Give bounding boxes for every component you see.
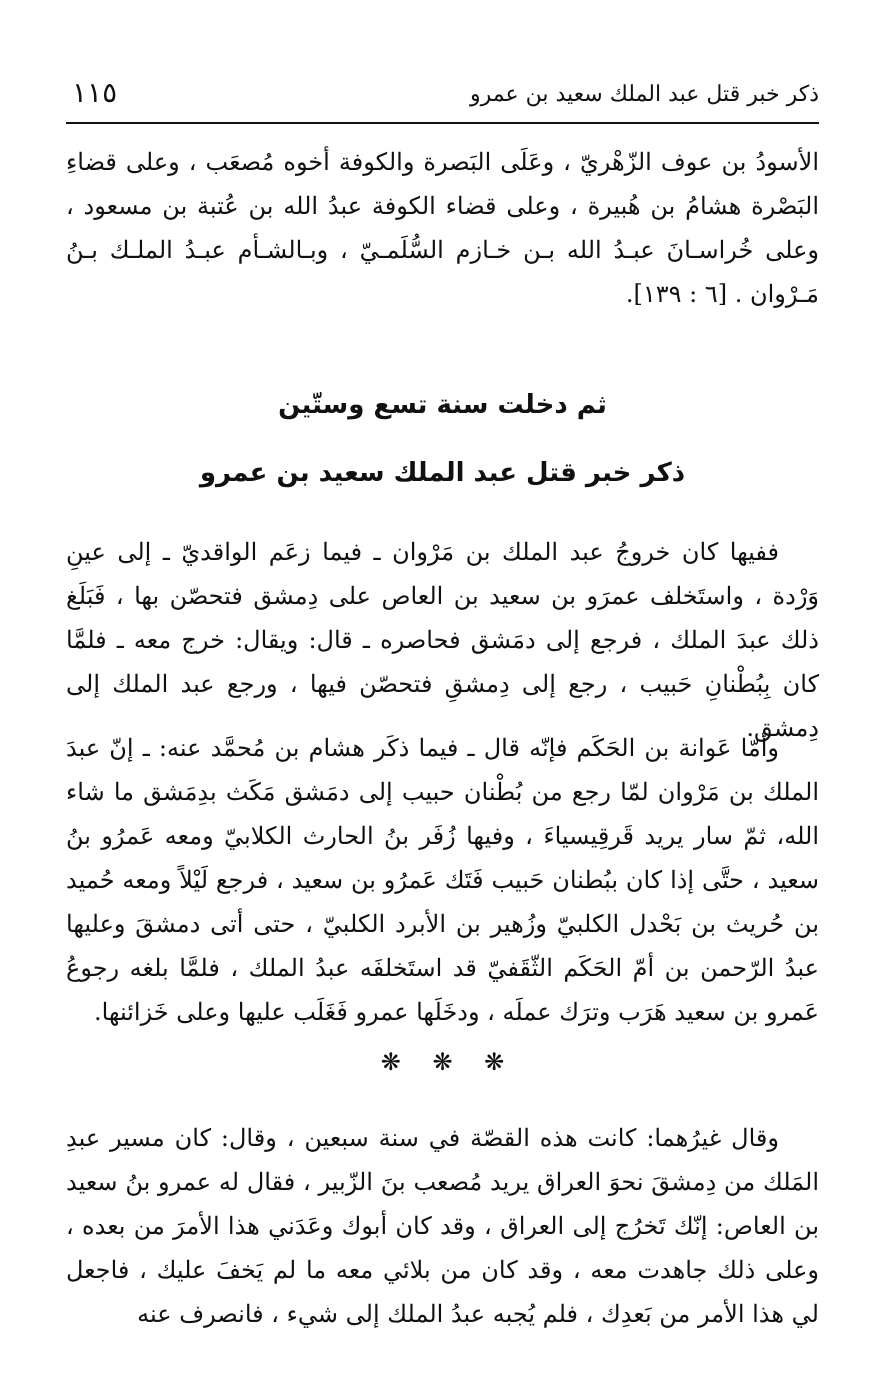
year-heading: ثم دخلت سنة تسع وستّين [278, 390, 607, 420]
paragraph-3-block [66, 1116, 819, 1336]
paragraph-2-block [66, 726, 819, 1034]
section-separator: ❋ ❋ ❋ [380, 1048, 505, 1076]
top-paragraph-block [66, 140, 819, 316]
paragraph-3: وقال غيرُهما: كانت هذه القصّة في سنة سبعين ، وقال: كان مسير عبدِ المَلك من دِمشقَ نحوَ العراق يريد مُصعب بنَ الزّبير ، فقال له عمرو بنُ سعيد بن العاص: إنّك تَخرُج إلى العراق ، وقد كان أبوك وعَدَني هذا الأمرَ من بعده ، وعلى ذلك جاهدت معه ، وقد كان من بلائي معه ما لم يَخفَ عليك ، فاجعل لي هذا الأمر من بَعدِك ، فلم يُجبه عبدُ الملك إلى شيء ، فانصرف عنه [66, 1124, 819, 1328]
page-header [66, 76, 819, 116]
paragraph-1: ففيها كان خروجُ عبد الملك بن مَرْوان ـ فيما زعَم الواقديّ ـ إلى عينِ وَرْدة ، واستَخلف عمرَو بن سعيد بن العاص على دِمشق فتحصّن بها ، فَبَلَغ ذلك عبدَ الملك ، فرجع إلى دمَشق فحاصره ـ قال: ويقال: خرج معه ـ فلمَّا كان بِبُطْنانِ حَبيب ، رجع إلى دِمشقِ فتحصّن فيها ، ورجع عبد الملك إلى دِمشق. [66, 538, 819, 742]
header-rule [66, 122, 819, 124]
running-title: ذكر خبر قتل عبد الملك سعيد بن عمرو [470, 82, 819, 107]
paragraph-1-block [66, 530, 819, 750]
paragraph-2: وأمّا عَوانة بن الحَكَم فإنّه قال ـ فيما ذكَر هشام بن مُحمَّد عنه: ـ إنّ عبدَ الملك بن مَرْوان لمّا رجع من بُطْنان حبيب إلى دمَشق مَكَث بدِمَشق ما شاء الله، ثمّ سار يريد قَرقِيسياءَ ، وفيها زُفَر بنُ الحارث الكلابيّ ومعه عَمرُو بنُ سعيد ، حتَّى إذا كان ببُطنان حَبيب فَتَك عَمرُو بن سعيد ، فرجع لَيْلاً ومعه حُميد بن حُريث بن بَحْدل الكلبيّ وزُهير بن الأبرد الكلبيّ ، حتى أتى دمشقَ وعليها عبدُ الرّحمن بن أمّ الحَكَم الثّقَفيّ قد استَخلفَه عبدُ الملك ، فلمَّا بلغه رجوعُ عَمرو بن سعيد هَرَب وترَك عملَه ، ودخَلَها عمرو فَغَلَب عليها وعلى خَزائنها. [66, 734, 819, 1026]
page-number: ١١٥ [72, 76, 118, 109]
top-paragraph: الأسودُ بن عوف الزّهْريّ ، وعَلَى البَصرة والكوفة أخوه مُصعَب ، وعلى قضاءِ البَصْرة هشامُ بن هُبيرة ، وعلى قضاء الكوفة عبدُ الله بن عُتبة بن مسعود ، وعلى خُراسـانَ عبـدُ الله بـن خـازم السُّلَمـيّ ، وبـالشـأم عبـدُ الملـك بـنُ مَـرْوان . [٦ : ١٣٩]. [66, 148, 819, 308]
section-heading: ذكر خبر قتل عبد الملك سعيد بن عمرو [199, 458, 686, 488]
